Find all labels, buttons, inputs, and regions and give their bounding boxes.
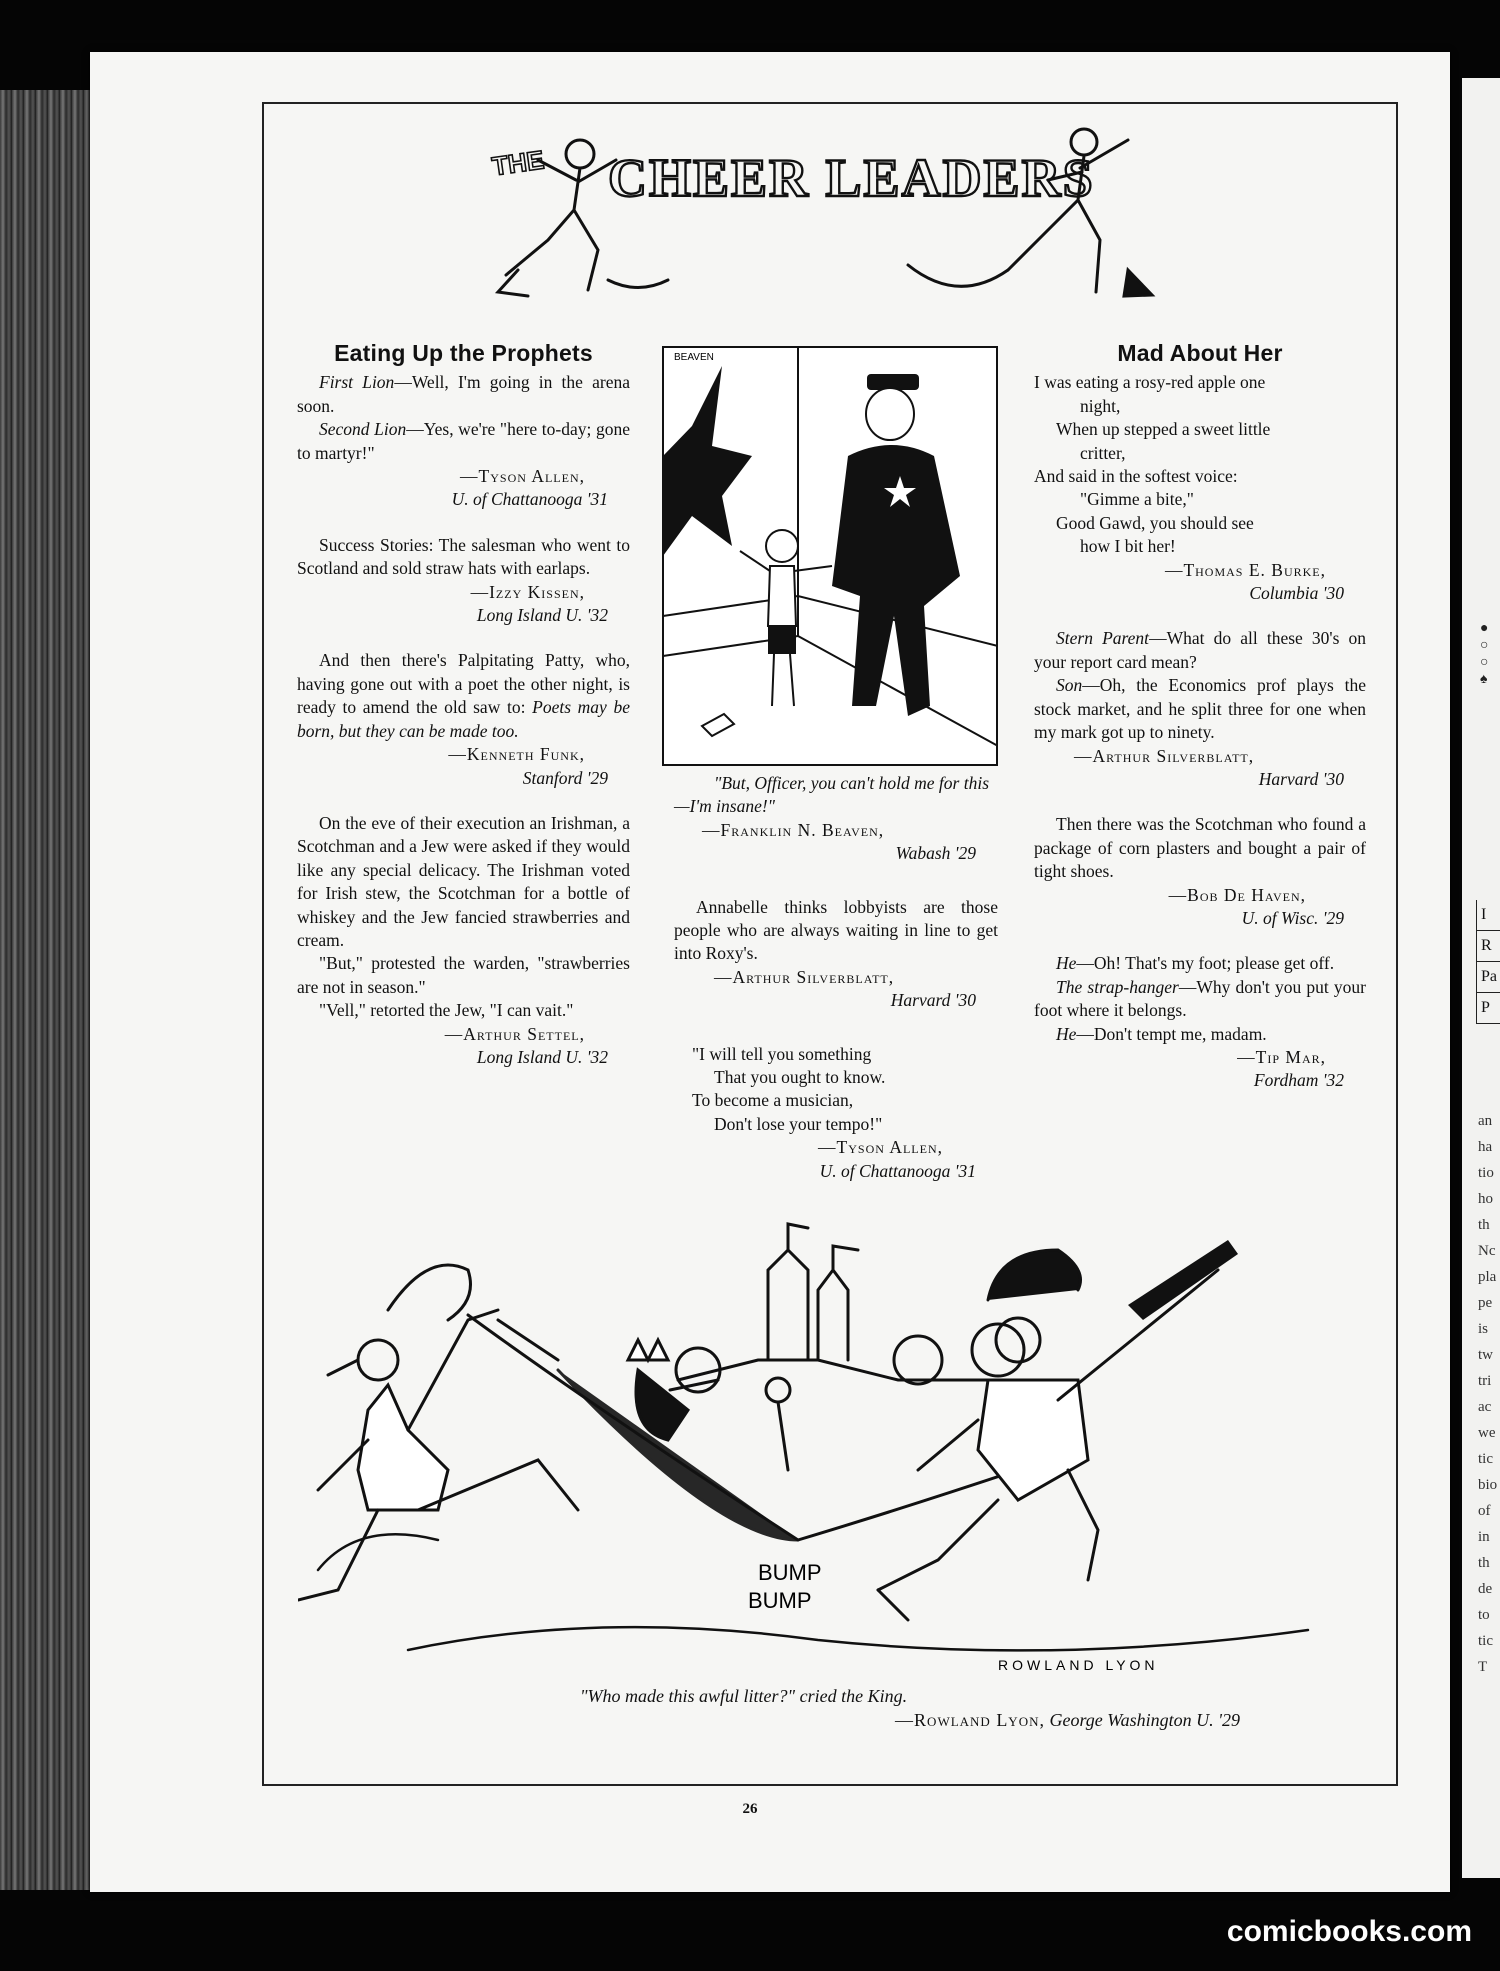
title-word-cheer-leaders: CHEER LEADERS (608, 148, 1095, 208)
joke-school: U. of Chattanooga '31 (451, 489, 608, 510)
poem-line: When up stepped a sweet little (1056, 419, 1271, 440)
facing-page-text-fragments: an ha tio ho th Nc pla pe is tw tri ac we tic bio of in th de to tic T (1478, 1113, 1498, 1675)
joke-school: Stanford '29 (522, 767, 608, 788)
column-right (1034, 342, 1366, 1093)
column-middle (674, 772, 998, 1183)
joke-success-stories: Success Stories: The salesman who went to Scotland and sold straw hats with earlaps. (297, 534, 630, 579)
book-page-edges (0, 90, 96, 1890)
joke-lions-line2: Second Lion—Yes, we're "here to-day; gone to martyr!" (297, 419, 630, 463)
poem-line: critter, (1080, 442, 1126, 463)
joke-execution-p2: "But," protested the warden, "strawberries are not in season." (297, 953, 630, 997)
joke-author: —Tip Mar, (1237, 1046, 1326, 1067)
facing-table-row: R (1477, 931, 1500, 962)
joke-report-card-son: Son—Oh, the Economics prof plays the stock market, and he split three for one when my mark got up to ninety. (1034, 675, 1366, 743)
joke-author: —Kenneth Funk, (448, 744, 585, 765)
joke-school: Long Island U. '32 (476, 605, 608, 626)
joke-strap-hanger-line2: The strap-hanger—Why don't you put your foot where it belongs. (1034, 976, 1367, 1021)
poem-line: "Gimme a bite," (1080, 489, 1194, 510)
poem-line: how I bit her! (1080, 536, 1176, 557)
joke-report-card-parent: Stern Parent—What do all these 30's on your report card mean? (1034, 628, 1367, 672)
column-left (297, 342, 630, 1069)
joke-author: —Arthur Settel, (444, 1023, 585, 1044)
cartoon-caption-school: Wabash '29 (895, 843, 976, 864)
joke-execution-p3: "Vell," retorted the Jew, "I can vait." (319, 1000, 574, 1021)
facing-page-markers: ● ○ ○ ♠ (1480, 621, 1489, 687)
joke-author: —Izzy Kissen, (470, 581, 585, 602)
watermark-text: comicbooks.com (1226, 1915, 1472, 1948)
joke-school: Harvard '30 (890, 990, 976, 1011)
poem-line: "I will tell you something (692, 1043, 872, 1064)
sound-effect-bump: BUMP (748, 1588, 812, 1613)
joke-execution-p1: On the eve of their execution an Irishman, a Scotchman and a Jew were asked if they would like any special delicacy. The Irishman voted for Irish stew, the Scotchman for a bottle of whiskey and the Jew fancied strawberries and cream. (297, 812, 630, 950)
cartoon-caption-author: —Franklin N. Beaven, (702, 819, 885, 840)
cartoon-caption: "But, Officer, you can't hold me for this—I'm insane!" (674, 773, 990, 817)
facing-table-row: Pa (1477, 962, 1500, 993)
cartoon-king-hammock (298, 1210, 1358, 1680)
joke-palpitating-patty: And then there's Palpitating Patty, who, having gone out with a poet the other night, is ready to amend the old saw to: Poets may be born, but they can be made too. (297, 650, 630, 741)
facing-page-table (1476, 900, 1500, 1024)
bottom-caption-text: "Who made this awful litter?" cried the King. (580, 1686, 908, 1706)
joke-author: —Tyson Allen, (818, 1137, 943, 1158)
facing-table-row: P (1477, 993, 1500, 1024)
joke-annabelle: Annabelle thinks lobbyists are those people who are always waiting in line to get into Roxy's. (674, 896, 998, 964)
joke-corn-plasters: Then there was the Scotchman who found a package of corn plasters and bought a pair of tight shoes. (1034, 814, 1366, 882)
cartoon-signature: BEAVEN (674, 352, 714, 363)
joke-school: U. of Wisc. '29 (1241, 907, 1344, 928)
poem-line: I was eating a rosy-red apple one (1034, 372, 1266, 393)
poem-line: And said in the softest voice: (1034, 466, 1238, 487)
joke-author: —Arthur Silverblatt, (1074, 745, 1255, 766)
joke-lions-line1: First Lion—Well, I'm going in the arena soon. (297, 372, 630, 416)
sound-effect-bump: BUMP (758, 1560, 822, 1585)
heading-eating-up-the-prophets: Eating Up the Prophets (334, 340, 593, 366)
joke-school: Columbia '30 (1249, 583, 1344, 604)
joke-author: —Arthur Silverblatt, (714, 966, 895, 987)
heading-mad-about-her: Mad About Her (1117, 340, 1283, 366)
poem-line: To become a musician, (692, 1090, 854, 1111)
cheer-leaders-title-art (488, 120, 1168, 310)
bottom-caption-credit: —Rowland Lyon, George Washington U. '29 (895, 1710, 1240, 1730)
joke-strap-hanger-line3: He—Don't tempt me, madam. (1056, 1023, 1267, 1044)
poem-line: That you ought to know. (714, 1067, 886, 1088)
joke-author: —Bob De Haven, (1168, 884, 1306, 905)
poem-line: Don't lose your tempo!" (714, 1113, 883, 1134)
cartoon-officer-and-boy (662, 346, 998, 766)
joke-school: U. of Chattanooga '31 (819, 1160, 976, 1181)
joke-school: Fordham '32 (1253, 1070, 1344, 1091)
title-word-the: THE (490, 144, 546, 182)
joke-school: Long Island U. '32 (476, 1046, 608, 1067)
joke-author: —Thomas E. Burke, (1164, 559, 1326, 580)
poem-line: Good Gawd, you should see (1056, 512, 1254, 533)
bottom-cartoon-caption (580, 1684, 1240, 1732)
joke-author: —Tyson Allen, (460, 466, 585, 487)
page-number: 26 (742, 1801, 758, 1817)
poem-line: night, (1080, 395, 1121, 416)
facing-table-row: I (1477, 900, 1500, 931)
joke-school: Harvard '30 (1258, 768, 1344, 789)
joke-strap-hanger-line1: He—Oh! That's my foot; please get off. (1056, 953, 1335, 974)
artist-signature: ROWLAND LYON (998, 1657, 1159, 1673)
